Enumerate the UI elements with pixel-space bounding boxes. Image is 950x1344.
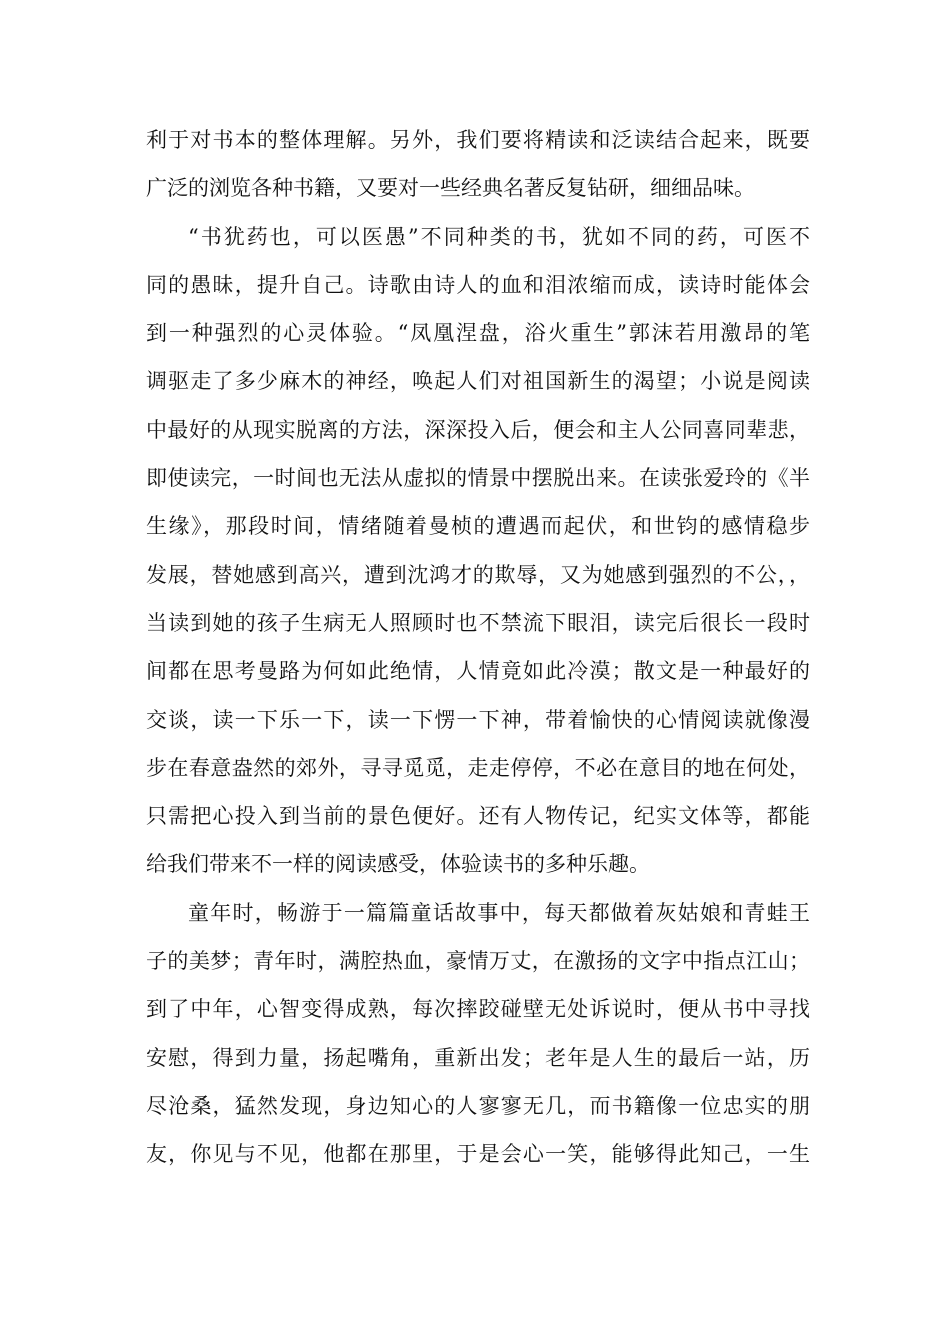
- text-line: 交谈，读一下乐一下，读一下愣一下神，带着愉快的心情阅读就像漫: [146, 707, 810, 732]
- text-line: 当读到她的孩子生病无人照顾时也不禁流下眼泪，读完后很长一段时: [146, 610, 810, 635]
- text-line: 童年时，畅游于一篇篇童话故事中，每天都做着灰姑娘和青蛙王: [188, 900, 810, 925]
- text-line: 生缘》，那段时间，情绪随着曼桢的遭遇而起伏，和世钧的感情稳步: [146, 514, 810, 539]
- text-line: 只需把心投入到当前的景色便好。还有人物传记，纪实文体等，都能: [146, 804, 810, 829]
- text-line: 子的美梦；青年时，满腔热血，豪情万丈，在激扬的文字中指点江山；: [146, 949, 810, 974]
- text-line: 同的愚昧，提升自己。诗歌由诗人的血和泪浓缩而成，读诗时能体会: [146, 272, 810, 297]
- text-line: 间都在思考曼路为何如此绝情，人情竟如此冷漠；散文是一种最好的: [146, 659, 810, 684]
- text-line: 友，你见与不见，他都在那里，于是会心一笑，能够得此知己，一生: [146, 1142, 810, 1167]
- essay-body: [146, 116, 810, 1179]
- text-line: 调驱走了多少麻木的神经，唤起人们对祖国新生的渴望；小说是阅读: [146, 369, 810, 394]
- text-line: 广泛的浏览各种书籍，又要对一些经典名著反复钻研，细细品味。: [146, 176, 755, 201]
- text-line: 即使读完，一时间也无法从虚拟的情景中摆脱出来。在读张爱玲的《半: [146, 466, 810, 491]
- text-line: 尽沧桑，猛然发现，身边知心的人寥寥无几，而书籍像一位忠实的朋: [146, 1093, 810, 1118]
- text-line: 给我们带来不一样的阅读感受，体验读书的多种乐趣。: [146, 852, 650, 877]
- text-line: “书犹药也，可以医愚”不同种类的书，犹如不同的药，可医不: [188, 224, 810, 249]
- text-line: 到了中年，心智变得成熟，每次摔跤碰壁无处诉说时，便从书中寻找: [146, 997, 810, 1022]
- text-line: 利于对书本的整体理解。另外，我们要将精读和泛读结合起来，既要: [146, 128, 810, 152]
- text-line: 到一种强烈的心灵体验。“凤凰涅盘，浴火重生”郭沫若用激昂的笔: [146, 321, 810, 346]
- text-line: 安慰，得到力量，扬起嘴角，重新出发；老年是人生的最后一站，历: [146, 1045, 810, 1070]
- text-line: 步在春意盎然的郊外，寻寻觅觅，走走停停，不必在意目的地在何处，: [146, 755, 810, 780]
- text-line: 发展，替她感到高兴，遭到沈鸿才的欺辱，又为她感到强烈的不公，，: [146, 562, 810, 587]
- text-line: 中最好的从现实脱离的方法，深深投入后，便会和主人公同喜同辈悲，: [146, 417, 810, 442]
